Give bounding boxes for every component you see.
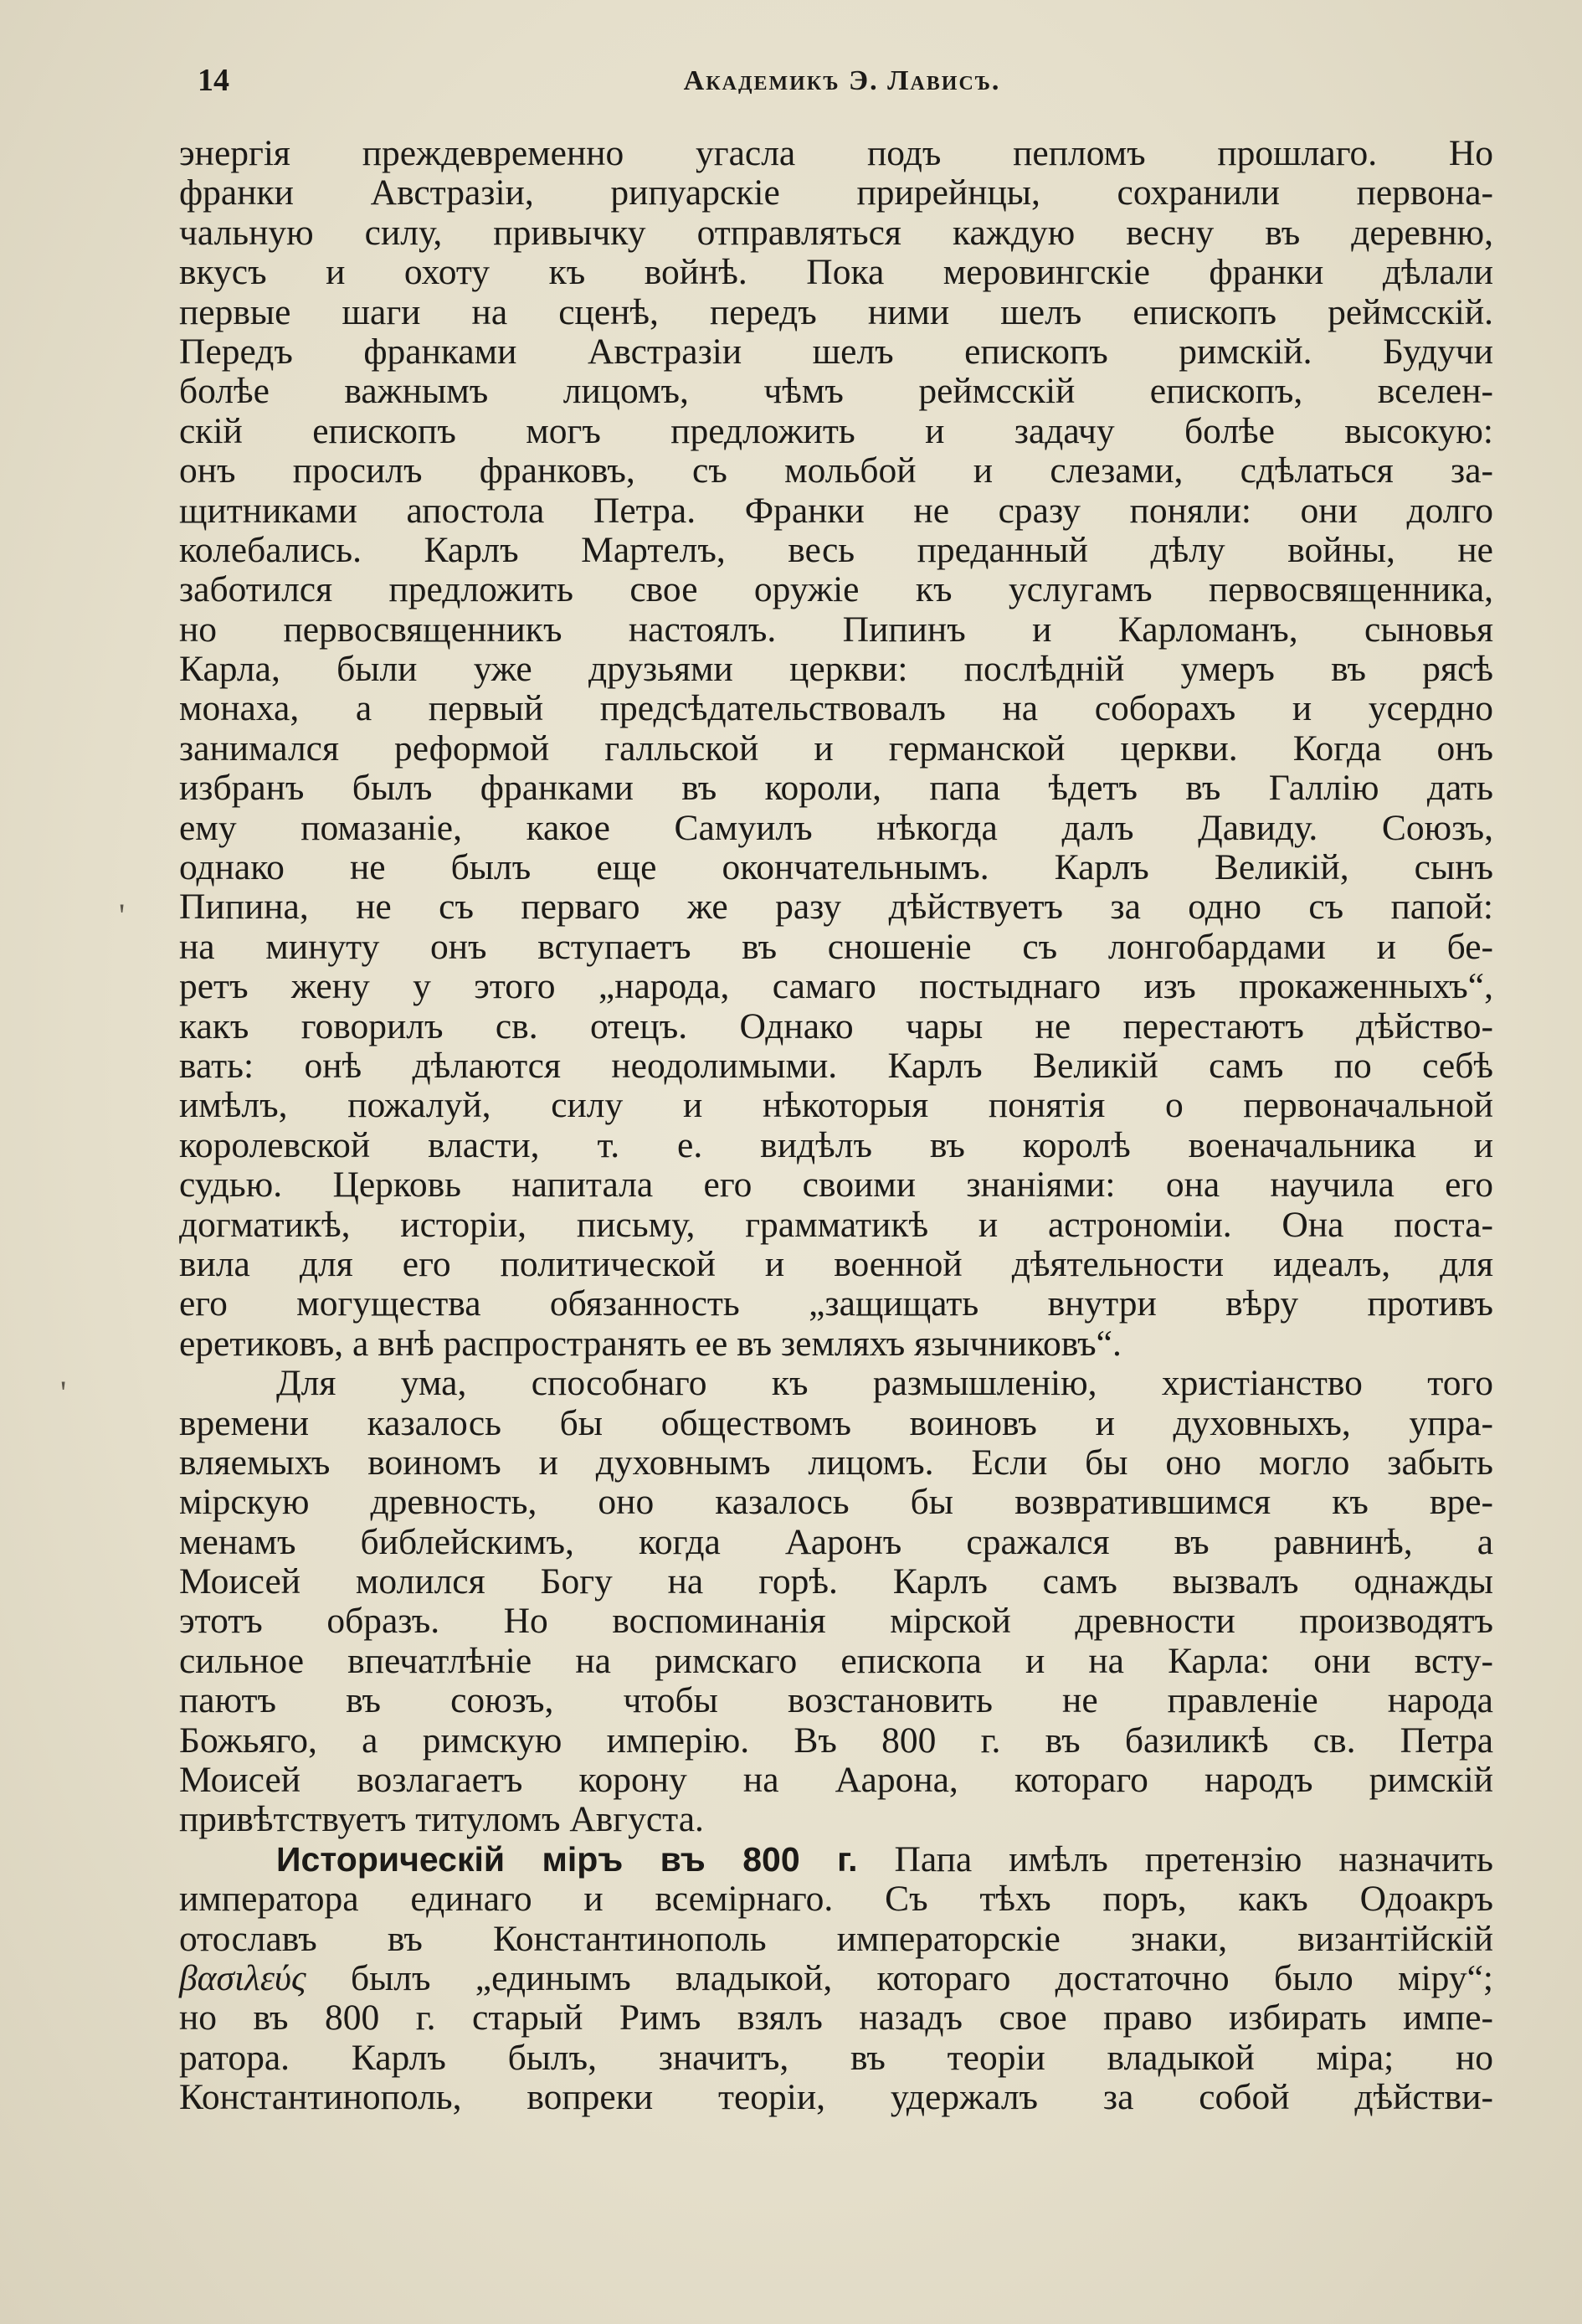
text-line: Божьяго, а римскую имперію. Въ 800 г. въ базиликѣ св. Петра (179, 1720, 1493, 1761)
text-line: энергія преждевременно угасла подъ пепломъ прошлаго. Но (179, 133, 1493, 173)
text-line: времени казалось бы обществомъ воиновъ и духовныхъ, упра- (179, 1402, 1493, 1443)
text-line: Передъ франками Австразіи шелъ епископъ римскій. Будучи (179, 331, 1493, 372)
text-line: вляемыхъ воиномъ и духовнымъ лицомъ. Если бы оно могло забыть (179, 1442, 1493, 1483)
margin-mark: ' (60, 1374, 67, 1411)
text-line: королевской власти, т. е. видѣлъ въ королѣ военачальника и (179, 1124, 1493, 1165)
text-line: заботился предложить свое оружіе къ услугамъ первосвященника, (179, 569, 1493, 610)
text-line: ему помазаніе, какое Самуилъ нѣкогда далъ Давиду. Союзъ, (179, 807, 1493, 848)
text-line: онъ просилъ франковъ, съ мольбой и слезами, сдѣлаться за- (179, 450, 1493, 491)
text-line: Константинополь, вопреки теоріи, удержалъ за собой дѣйстви- (179, 2077, 1493, 2118)
text-line: паютъ въ союзъ, чтобы возстановить не правленіе народа (179, 1680, 1493, 1721)
text-line: этотъ образъ. Но воспоминанія мірской древности производятъ (179, 1601, 1493, 1642)
text-line: императора единаго и всемірнаго. Съ тѣхъ поръ, какъ Одоакръ (179, 1879, 1493, 1920)
text-line: привѣтствуетъ титуломъ Августа. (179, 1799, 704, 1840)
text-line: Карла, были уже друзьями церкви: послѣдній умеръ въ рясѣ (179, 649, 1493, 690)
text-line: франки Австразіи, рипуарскіе прирейнцы, сохранили первона- (179, 172, 1493, 213)
text-line: на минуту онъ вступаетъ въ сношеніе съ лонгобардами и бе- (179, 926, 1493, 967)
text-line: занимался реформой галльской и германской церкви. Когда онъ (179, 728, 1493, 769)
text-line: избранъ былъ франками въ короли, папа ѣдетъ въ Галлію дать (179, 768, 1493, 809)
text-line: его могущества обязанность „защищать внутри вѣру противъ (179, 1283, 1493, 1324)
text-line: мірскую древность, оно казалось бы возвратившимся къ вре- (179, 1482, 1493, 1523)
greek-word: βασιλεύς (179, 1957, 306, 1998)
text-line: Моисей молился Богу на горѣ. Карлъ самъ вызвалъ однажды (179, 1561, 1493, 1602)
greek-line-rest: былъ „единымъ владыкой, котораго достаточно было міру“; (350, 1957, 1493, 1998)
text-line: вкусъ и охоту къ войнѣ. Пока меровингскіе франки дѣлали (179, 252, 1493, 293)
body-text (179, 134, 1493, 2118)
text-line: ретъ жену у этого „народа, самаго постыднаго изъ прокаженныхъ“, (179, 966, 1493, 1007)
text-line: Пипина, не съ перваго же разу дѣйствуетъ за одно съ папой: (179, 887, 1493, 928)
text-line: Моисей возлагаетъ корону на Аарона, котораго народъ римскій (179, 1760, 1493, 1801)
text-line: вать: онѣ дѣлаются неодолимыми. Карлъ Великій самъ по себѣ (179, 1045, 1493, 1086)
page-number: 14 (198, 63, 229, 98)
text-line: первые шаги на сценѣ, передъ ними шелъ епископъ реймсскій. (179, 291, 1493, 332)
text-line: какъ говорилъ св. отецъ. Однако чары не перестаютъ дѣйство- (179, 1005, 1493, 1046)
text-line: колебались. Карлъ Мартелъ, весь преданный дѣлу войны, не (179, 529, 1493, 570)
text-line: менамъ библейскимъ, когда Ааронъ сражался въ равнинѣ, а (179, 1521, 1493, 1562)
text-line: болѣе важнымъ лицомъ, чѣмъ реймсскій епископъ, вселен- (179, 371, 1493, 412)
text-line: ратора. Карлъ былъ, значитъ, въ теоріи владыкой міра; но (179, 2037, 1493, 2078)
margin-mark: ' (119, 897, 126, 934)
section-heading: Историческій міръ въ 800 г. (276, 1839, 858, 1879)
running-head (198, 62, 1487, 112)
paragraph-first-line: Для ума, способнаго къ размышленію, христіанство того (276, 1363, 1493, 1404)
text-line: скій епископъ могъ предложить и задачу болѣе высокую: (179, 410, 1493, 451)
text-line: имѣлъ, пожалуй, силу и нѣкоторыя понятія о первоначальной (179, 1085, 1493, 1126)
greek-line (179, 1959, 1493, 1998)
text-line: еретиковъ, а внѣ распространять ее въ земляхъ язычниковъ“. (179, 1323, 1122, 1364)
text-line: отославъ въ Константинополь императорскіе знаки, византійскій (179, 1918, 1493, 1959)
text-line: но первосвященникъ настоялъ. Пипинъ и Карломанъ, сыновья (179, 609, 1493, 650)
text-line: догматикѣ, исторіи, письму, грамматикѣ и астрономіи. Она поста- (179, 1204, 1493, 1245)
section-heading-rest: Папа имѣлъ претензію назначить (894, 1838, 1494, 1879)
text-line: но въ 800 г. старый Римъ взялъ назадъ свое право избирать импе- (179, 1998, 1493, 2039)
text-line: чальную силу, привычку отправляться каждую весну въ деревню, (179, 212, 1493, 253)
text-line: однако не былъ еще окончательнымъ. Карлъ Великій, сынъ (179, 847, 1493, 888)
text-line: монаха, а первый предсѣдательствовалъ на соборахъ и усердно (179, 688, 1493, 729)
text-line: щитниками апостола Петра. Франки не сразу поняли: они долго (179, 490, 1493, 531)
text-line: вила для его политической и военной дѣятельности идеалъ, для (179, 1243, 1493, 1284)
running-title: Академикъ Э. Лависъ. (683, 65, 1001, 96)
text-line: судью. Церковь напитала его своими знаніями: она научила его (179, 1165, 1493, 1206)
section-heading-line (179, 1840, 1493, 1879)
text-line: сильное впечатлѣніе на римскаго епископа и на Карла: они всту- (179, 1640, 1493, 1681)
